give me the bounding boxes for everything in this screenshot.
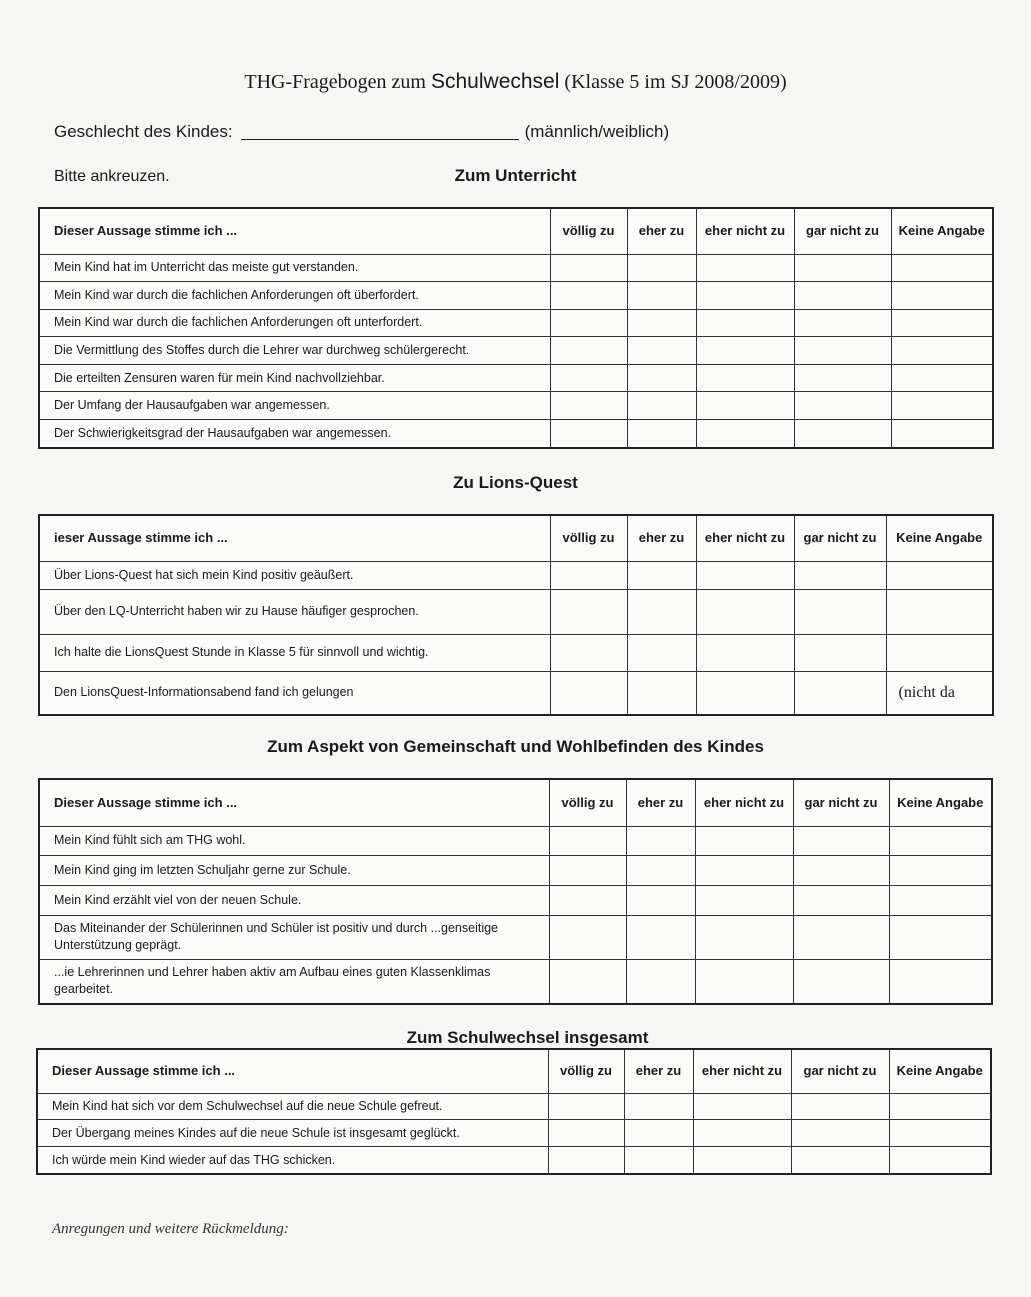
col-header-eher-nicht-zu: eher nicht zu bbox=[696, 208, 794, 254]
col-header-voellig-zu: völlig zu bbox=[550, 515, 627, 561]
checkbox-cell[interactable] bbox=[889, 1147, 991, 1175]
table-unterricht bbox=[38, 207, 994, 449]
checkbox-cell[interactable] bbox=[695, 855, 793, 885]
col-header-eher-nicht-zu: eher nicht zu bbox=[696, 515, 794, 561]
checkbox-cell[interactable] bbox=[891, 254, 993, 282]
checkbox-cell[interactable] bbox=[794, 561, 886, 589]
lead-header: Dieser Aussage stimme ich ... bbox=[39, 208, 550, 254]
checkbox-cell[interactable] bbox=[696, 392, 794, 420]
checkbox-cell[interactable] bbox=[891, 282, 993, 310]
checkbox-cell[interactable] bbox=[693, 1120, 791, 1147]
checkbox-cell[interactable] bbox=[627, 420, 696, 448]
gender-input-line[interactable] bbox=[241, 139, 519, 140]
checkbox-cell[interactable] bbox=[626, 826, 695, 855]
checkbox-cell[interactable] bbox=[794, 634, 886, 671]
checkbox-cell[interactable] bbox=[627, 634, 696, 671]
checkbox-cell[interactable] bbox=[696, 337, 794, 365]
table-row bbox=[39, 671, 993, 715]
checkbox-cell[interactable] bbox=[695, 959, 793, 1004]
table-lions-quest bbox=[38, 514, 994, 716]
checkbox-cell[interactable] bbox=[696, 282, 794, 310]
checkbox-cell[interactable] bbox=[696, 589, 794, 634]
table-row bbox=[39, 561, 993, 589]
checkbox-cell[interactable] bbox=[549, 915, 626, 959]
col-header-eher-nicht-zu: eher nicht zu bbox=[693, 1049, 791, 1093]
statement-text: Der Umfang der Hausaufgaben war angemessen. bbox=[39, 392, 550, 420]
statement-text: Mein Kind hat sich vor dem Schulwechsel auf die neue Schule gefreut. bbox=[37, 1093, 548, 1120]
checkbox-cell[interactable] bbox=[791, 1120, 889, 1147]
checkbox-cell[interactable] bbox=[793, 915, 889, 959]
table-row bbox=[39, 282, 993, 310]
checkbox-cell[interactable] bbox=[791, 1147, 889, 1175]
col-header-keine-angabe: Keine Angabe bbox=[889, 779, 992, 826]
statement-text: Mein Kind ging im letzten Schuljahr gerne zur Schule. bbox=[39, 855, 549, 885]
checkbox-cell[interactable] bbox=[627, 337, 696, 365]
table-gemeinschaft bbox=[38, 778, 993, 1005]
checkbox-cell[interactable] bbox=[889, 1120, 991, 1147]
statement-text: Mein Kind fühlt sich am THG wohl. bbox=[39, 826, 549, 855]
statement-text: Über Lions-Quest hat sich mein Kind positiv geäußert. bbox=[39, 561, 550, 589]
checkbox-cell[interactable] bbox=[549, 959, 626, 1004]
checkbox-cell[interactable] bbox=[626, 915, 695, 959]
section-title-gemeinschaft: Zum Aspekt von Gemeinschaft und Wohlbefinden des Kindes bbox=[267, 737, 764, 756]
table-row bbox=[39, 915, 992, 959]
col-header-voellig-zu: völlig zu bbox=[549, 779, 626, 826]
checkbox-cell[interactable] bbox=[627, 392, 696, 420]
checkbox-cell[interactable] bbox=[550, 364, 627, 392]
checkbox-cell[interactable] bbox=[696, 634, 794, 671]
statement-text: Das Miteinander der Schülerinnen und Schüler ist positiv und durch ...genseitige Unterstützung geprägt. bbox=[39, 915, 549, 959]
table-row bbox=[39, 634, 993, 671]
checkbox-cell[interactable] bbox=[549, 855, 626, 885]
col-header-eher-zu: eher zu bbox=[627, 515, 696, 561]
checkbox-cell[interactable] bbox=[886, 634, 993, 671]
section-title-unterricht: Zum Unterricht bbox=[454, 166, 577, 185]
statement-text: Die erteilten Zensuren waren für mein Kind nachvollziehbar. bbox=[39, 364, 550, 392]
checkbox-cell[interactable] bbox=[891, 337, 993, 365]
instruction-text: Bitte ankreuzen. bbox=[54, 168, 170, 185]
checkbox-cell[interactable] bbox=[889, 855, 992, 885]
checkbox-cell[interactable] bbox=[891, 420, 993, 448]
checkbox-cell[interactable] bbox=[695, 915, 793, 959]
checkbox-cell[interactable] bbox=[627, 364, 696, 392]
checkbox-cell[interactable] bbox=[794, 309, 891, 337]
statement-text: Mein Kind erzählt viel von der neuen Schule. bbox=[39, 885, 549, 915]
table-row bbox=[39, 826, 992, 855]
col-header-eher-nicht-zu: eher nicht zu bbox=[695, 779, 793, 826]
table-row bbox=[39, 885, 992, 915]
table-schulwechsel bbox=[36, 1048, 992, 1175]
checkbox-cell[interactable] bbox=[627, 309, 696, 337]
checkbox-cell[interactable] bbox=[627, 671, 696, 715]
table-row bbox=[39, 420, 993, 448]
checkbox-cell[interactable] bbox=[550, 420, 627, 448]
checkbox-cell[interactable] bbox=[549, 885, 626, 915]
checkbox-cell[interactable] bbox=[626, 855, 695, 885]
gender-label: Geschlecht des Kindes: bbox=[54, 122, 233, 141]
statement-text: Mein Kind war durch die fachlichen Anforderungen oft unterfordert. bbox=[39, 309, 550, 337]
checkbox-cell[interactable] bbox=[550, 392, 627, 420]
checkbox-cell[interactable] bbox=[550, 634, 627, 671]
keine-angabe-note: (nicht da bbox=[886, 671, 993, 715]
col-header-gar-nicht-zu: gar nicht zu bbox=[791, 1049, 889, 1093]
checkbox-cell[interactable] bbox=[624, 1147, 693, 1175]
checkbox-cell[interactable] bbox=[627, 254, 696, 282]
table-row bbox=[39, 959, 992, 1004]
checkbox-cell[interactable] bbox=[624, 1120, 693, 1147]
checkbox-cell[interactable] bbox=[548, 1147, 624, 1175]
section-title-schulwechsel: Zum Schulwechsel insgesamt bbox=[406, 1028, 649, 1047]
table-row bbox=[39, 392, 993, 420]
checkbox-cell[interactable] bbox=[550, 671, 627, 715]
checkbox-cell[interactable] bbox=[794, 254, 891, 282]
lead-header: Dieser Aussage stimme ich ... bbox=[37, 1049, 548, 1093]
checkbox-cell[interactable] bbox=[886, 561, 993, 589]
col-header-eher-zu: eher zu bbox=[627, 208, 696, 254]
col-header-voellig-zu: völlig zu bbox=[550, 208, 627, 254]
gender-options: (männlich/weiblich) bbox=[524, 122, 670, 141]
statement-text: Die Vermittlung des Stoffes durch die Lehrer war durchweg schülergerecht. bbox=[39, 337, 550, 365]
col-header-keine-angabe: Keine Angabe bbox=[886, 515, 993, 561]
statement-text: Der Übergang meines Kindes auf die neue Schule ist insgesamt geglückt. bbox=[37, 1120, 548, 1147]
checkbox-cell[interactable] bbox=[696, 364, 794, 392]
statement-text: Den LionsQuest-Informationsabend fand ich gelungen bbox=[39, 671, 550, 715]
lead-header: Dieser Aussage stimme ich ... bbox=[39, 779, 549, 826]
col-header-gar-nicht-zu: gar nicht zu bbox=[793, 779, 889, 826]
checkbox-cell[interactable] bbox=[695, 885, 793, 915]
checkbox-cell[interactable] bbox=[794, 671, 886, 715]
checkbox-cell[interactable] bbox=[548, 1093, 624, 1120]
statement-text: ...ie Lehrerinnen und Lehrer haben aktiv am Aufbau eines guten Klassenklimas gearbeitet. bbox=[39, 959, 549, 1004]
checkbox-cell[interactable] bbox=[550, 309, 627, 337]
checkbox-cell[interactable] bbox=[794, 420, 891, 448]
checkbox-cell[interactable] bbox=[794, 337, 891, 365]
checkbox-cell[interactable] bbox=[793, 959, 889, 1004]
col-header-keine-angabe: Keine Angabe bbox=[891, 208, 993, 254]
statement-text: Über den LQ-Unterricht haben wir zu Hause häufiger gesprochen. bbox=[39, 589, 550, 634]
checkbox-cell[interactable] bbox=[889, 915, 992, 959]
checkbox-cell[interactable] bbox=[889, 1093, 991, 1120]
col-header-keine-angabe: Keine Angabe bbox=[889, 1049, 991, 1093]
table-row bbox=[39, 337, 993, 365]
checkbox-cell[interactable] bbox=[794, 589, 886, 634]
checkbox-cell[interactable] bbox=[624, 1093, 693, 1120]
checkbox-cell[interactable] bbox=[550, 282, 627, 310]
col-header-eher-zu: eher zu bbox=[626, 779, 695, 826]
section-title-lions-quest: Zu Lions-Quest bbox=[453, 473, 578, 492]
checkbox-cell[interactable] bbox=[550, 589, 627, 634]
checkbox-cell[interactable] bbox=[693, 1147, 791, 1175]
table-row bbox=[37, 1120, 991, 1147]
checkbox-cell[interactable] bbox=[891, 309, 993, 337]
checkbox-cell[interactable] bbox=[794, 282, 891, 310]
table-row bbox=[39, 855, 992, 885]
feedback-label: Anregungen und weitere Rückmeldung: bbox=[52, 1221, 289, 1237]
checkbox-cell[interactable] bbox=[696, 309, 794, 337]
lead-header: ieser Aussage stimme ich ... bbox=[39, 515, 550, 561]
checkbox-cell[interactable] bbox=[794, 364, 891, 392]
checkbox-cell[interactable] bbox=[627, 561, 696, 589]
table-row bbox=[39, 254, 993, 282]
checkbox-cell[interactable] bbox=[695, 826, 793, 855]
checkbox-cell[interactable] bbox=[549, 826, 626, 855]
checkbox-cell[interactable] bbox=[627, 282, 696, 310]
page-title: THG-Fragebogen zum Schulwechsel (Klasse 5 im SJ 2008/2009) bbox=[244, 70, 787, 93]
col-header-gar-nicht-zu: gar nicht zu bbox=[794, 208, 891, 254]
checkbox-cell[interactable] bbox=[889, 959, 992, 1004]
checkbox-cell[interactable] bbox=[626, 959, 695, 1004]
checkbox-cell[interactable] bbox=[791, 1093, 889, 1120]
checkbox-cell[interactable] bbox=[891, 364, 993, 392]
col-header-voellig-zu: völlig zu bbox=[548, 1049, 624, 1093]
statement-text: Ich würde mein Kind wieder auf das THG schicken. bbox=[37, 1147, 548, 1175]
statement-text: Mein Kind war durch die fachlichen Anforderungen oft überfordert. bbox=[39, 282, 550, 310]
checkbox-cell[interactable] bbox=[627, 589, 696, 634]
checkbox-cell[interactable] bbox=[891, 392, 993, 420]
checkbox-cell[interactable] bbox=[794, 392, 891, 420]
checkbox-cell[interactable] bbox=[696, 254, 794, 282]
checkbox-cell[interactable] bbox=[550, 561, 627, 589]
checkbox-cell[interactable] bbox=[626, 885, 695, 915]
statement-text: Ich halte die LionsQuest Stunde in Klasse 5 für sinnvoll und wichtig. bbox=[39, 634, 550, 671]
checkbox-cell[interactable] bbox=[693, 1093, 791, 1120]
checkbox-cell[interactable] bbox=[793, 885, 889, 915]
table-row bbox=[39, 309, 993, 337]
checkbox-cell[interactable] bbox=[696, 420, 794, 448]
checkbox-cell[interactable] bbox=[889, 885, 992, 915]
statement-text: Mein Kind hat im Unterricht das meiste gut verstanden. bbox=[39, 254, 550, 282]
table-row bbox=[37, 1147, 991, 1175]
gender-row bbox=[54, 122, 669, 142]
table-row bbox=[39, 364, 993, 392]
table-row bbox=[39, 589, 993, 634]
checkbox-cell[interactable] bbox=[548, 1120, 624, 1147]
checkbox-cell[interactable] bbox=[550, 337, 627, 365]
table-row bbox=[37, 1093, 991, 1120]
checkbox-cell[interactable] bbox=[550, 254, 627, 282]
checkbox-cell[interactable] bbox=[889, 826, 992, 855]
checkbox-cell[interactable] bbox=[886, 589, 993, 634]
checkbox-cell[interactable] bbox=[696, 671, 794, 715]
statement-text: Der Schwierigkeitsgrad der Hausaufgaben war angemessen. bbox=[39, 420, 550, 448]
col-header-gar-nicht-zu: gar nicht zu bbox=[794, 515, 886, 561]
checkbox-cell[interactable] bbox=[696, 561, 794, 589]
checkbox-cell[interactable] bbox=[793, 855, 889, 885]
col-header-eher-zu: eher zu bbox=[624, 1049, 693, 1093]
checkbox-cell[interactable] bbox=[793, 826, 889, 855]
